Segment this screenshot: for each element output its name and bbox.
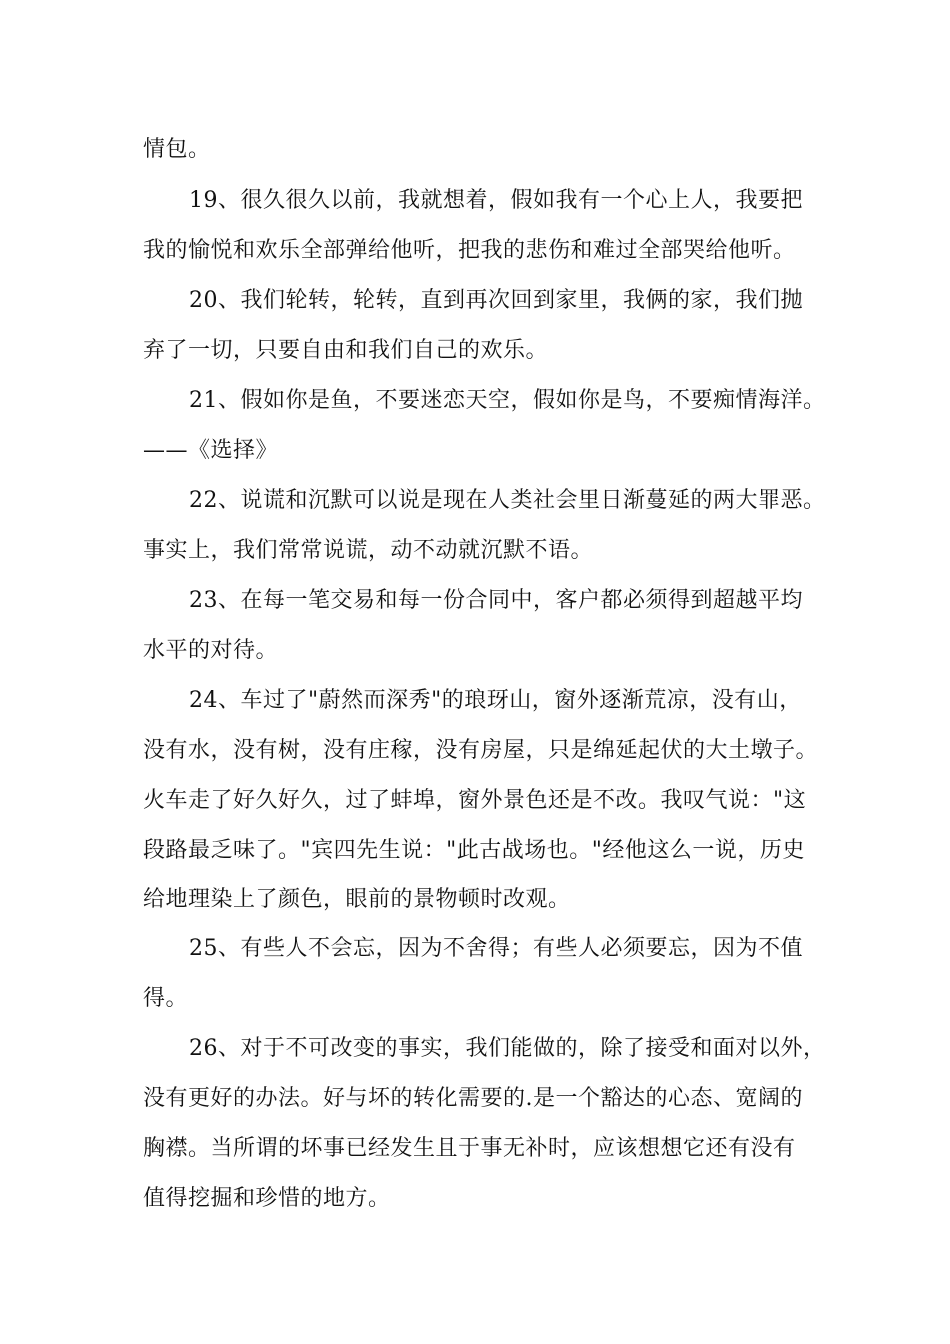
text-line: 火车走了好久好久，过了蚌埠，窗外景色还是不改。我叹气说："这 [143,788,807,813]
text-line: 21、假如你是鱼，不要迷恋天空，假如你是鸟，不要痴情海洋。 [189,388,826,413]
text-line: 得。 [143,986,189,1011]
text-line: 段路最乏味了。"宾四先生说："此古战场也。"经他这么一说，历史 [143,838,805,863]
text-line: 水平的对待。 [143,638,279,663]
text-line: 19、很久很久以前，我就想着，假如我有一个心上人，我要把 [189,188,803,213]
text-line: 26、对于不可改变的事实，我们能做的，除了接受和面对以外， [189,1036,826,1061]
text-line: ——《选择》 [143,438,279,463]
text-line: 没有水，没有树，没有庄稼，没有房屋，只是绵延起伏的大土墩子。 [143,738,819,763]
text-line: 23、在每一笔交易和每一份合同中，客户都必须得到超越平均 [189,588,803,613]
text-line: 25、有些人不会忘，因为不舍得；有些人必须要忘，因为不值 [189,936,803,961]
text-line: 值得挖掘和珍惜的地方。 [143,1186,391,1211]
text-line: 24、车过了"蔚然而深秀"的琅玡山，窗外逐渐荒凉，没有山， [189,688,802,713]
text-line: 我的愉悦和欢乐全部弹给他听，把我的悲伤和难过全部哭给他听。 [143,238,796,263]
text-line: 胸襟。当所谓的坏事已经发生且于事无补时，应该想想它还有没有 [143,1136,796,1161]
text-line: 没有更好的办法。好与坏的转化需要的.是一个豁达的心态、宽阔的 [143,1086,803,1111]
text-line: 弃了一切，只要自由和我们自己的欢乐。 [143,338,549,363]
text-line: 22、说谎和沉默可以说是现在人类社会里日渐蔓延的两大罪恶。 [189,488,826,513]
text-line: 事实上，我们常常说谎，动不动就沉默不语。 [143,538,594,563]
text-line: 情包。 [143,137,211,162]
text-line: 给地理染上了颜色，眼前的景物顿时改观。 [143,887,571,912]
text-line: 20、我们轮转，轮转，直到再次回到家里，我俩的家，我们抛 [189,288,803,313]
